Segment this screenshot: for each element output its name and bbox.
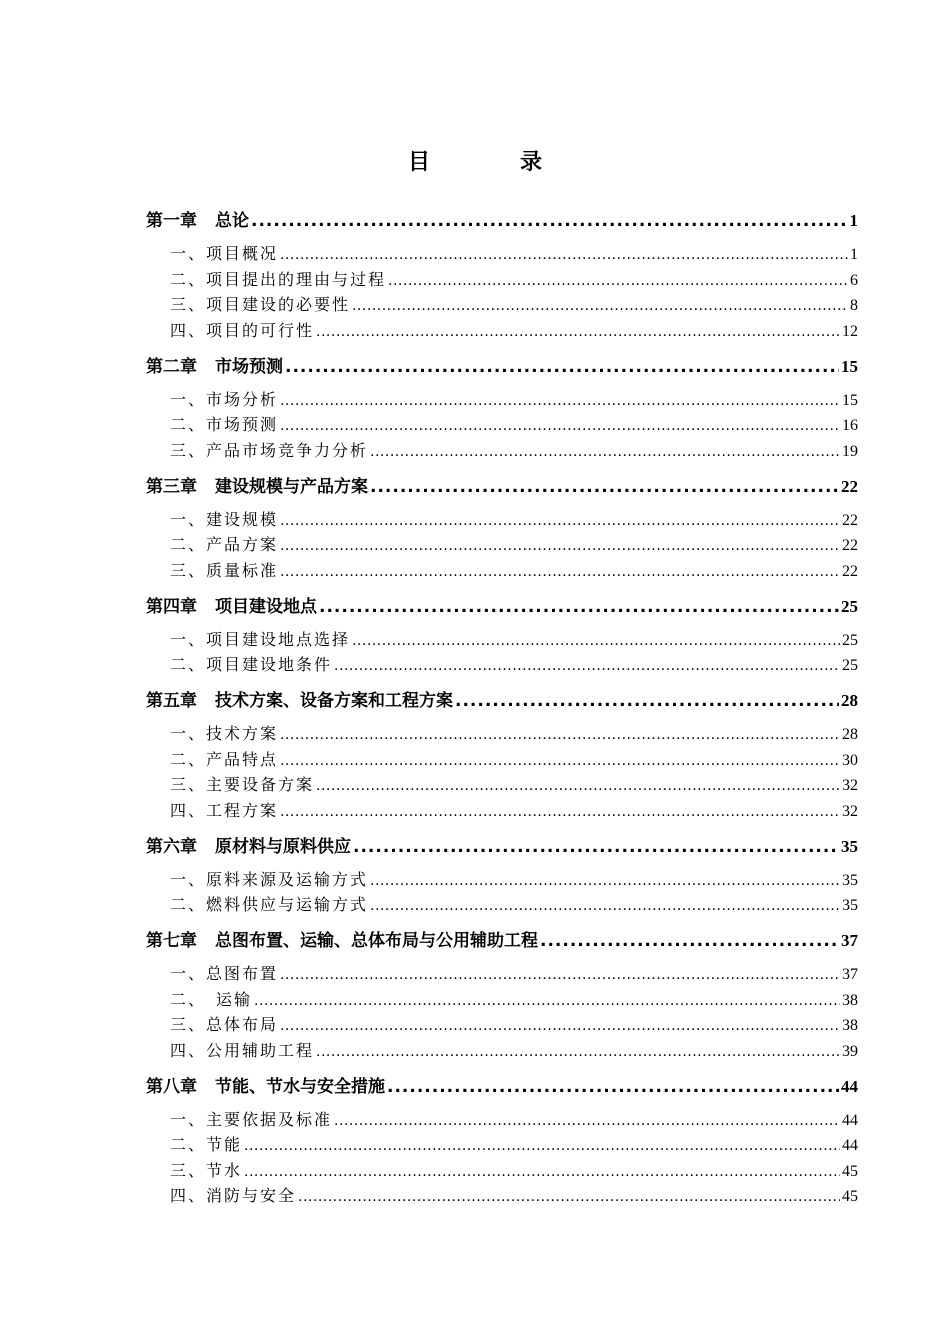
chapter-page-number: 22	[841, 476, 858, 496]
section-page-number: 22	[842, 511, 858, 529]
dot-leader	[370, 894, 840, 920]
section-label: 三、节水	[170, 1160, 243, 1180]
chapter-title: 技术方案、设备方案和工程方案	[215, 691, 453, 711]
chapter-number: 第五章	[146, 691, 197, 711]
toc-section-entry[interactable]	[146, 507, 858, 533]
toc-chapter-entry[interactable]	[146, 206, 858, 241]
toc-section-entry[interactable]	[146, 1183, 858, 1217]
toc-section-entry[interactable]	[146, 1158, 858, 1184]
dot-leader	[352, 629, 840, 655]
chapter-page-number: 15	[841, 356, 858, 376]
toc-section-entry[interactable]	[146, 438, 858, 472]
dot-leader	[352, 294, 848, 320]
chapter-number: 第二章	[146, 356, 197, 377]
section-label: 二、市场预测	[170, 415, 279, 434]
dot-leader	[280, 1014, 840, 1040]
section-label: 三、项目建设的必要性	[170, 295, 351, 314]
toc-section-entry[interactable]	[146, 558, 858, 592]
section-label: 一、项目概况	[170, 244, 279, 263]
section-page-number: 6	[850, 271, 858, 289]
chapter-title: 项目建设地点	[215, 596, 317, 617]
chapter-label	[146, 592, 317, 622]
toc-section-entry[interactable]	[146, 747, 858, 773]
section-label: 三、总体布局	[170, 1015, 279, 1034]
chapter-title: 原材料与原料供应	[215, 836, 351, 857]
section-page-number: 32	[842, 802, 858, 820]
section-label: 二、 运输	[170, 989, 253, 1009]
chapter-title: 市场预测	[215, 356, 283, 377]
chapter-label	[146, 352, 283, 382]
section-page-number: 32	[842, 777, 858, 794]
toc-section-entry[interactable]	[146, 652, 858, 686]
dot-leader	[280, 243, 848, 269]
section-page-number: 25	[842, 657, 858, 674]
toc-section-entry[interactable]	[146, 1132, 858, 1158]
dot-leader	[280, 560, 840, 586]
toc-section-entry[interactable]	[146, 987, 858, 1013]
dot-leader	[370, 440, 840, 466]
toc-section-entry[interactable]	[146, 798, 858, 832]
section-page-number: 19	[842, 442, 858, 460]
section-page-number: 45	[842, 1162, 858, 1180]
toc-section-entry[interactable]	[146, 318, 858, 352]
chapter-page-number: 35	[841, 836, 858, 856]
section-label: 二、项目建设地条件	[170, 655, 333, 674]
dot-leader	[244, 1160, 840, 1186]
chapter-title: 节能、节水与安全措施	[215, 1076, 385, 1097]
dot-leader	[455, 686, 839, 716]
dot-leader	[370, 869, 840, 895]
section-label: 三、产品市场竞争力分析	[170, 440, 369, 460]
dot-leader	[334, 654, 840, 680]
dot-leader	[254, 989, 840, 1015]
section-page-number: 39	[842, 1042, 858, 1060]
chapter-title: 总图布置、运输、总体布局与公用辅助工程	[215, 931, 538, 951]
dot-leader	[334, 1109, 840, 1135]
dot-leader	[244, 1134, 840, 1160]
toc-section-entry[interactable]	[146, 892, 858, 926]
toc-chapter-entry[interactable]	[146, 686, 858, 721]
section-page-number: 38	[842, 1017, 858, 1034]
section-page-number: 45	[842, 1188, 858, 1205]
toc-section-entry[interactable]	[146, 267, 858, 293]
table-of-contents	[146, 206, 858, 1217]
section-label: 二、产品方案	[170, 535, 279, 554]
toc-chapter-entry[interactable]	[146, 352, 858, 387]
section-page-number: 44	[842, 1111, 858, 1129]
dot-leader	[316, 774, 840, 800]
dot-leader	[387, 1072, 839, 1102]
toc-section-entry[interactable]	[146, 241, 858, 267]
dot-leader	[298, 1185, 840, 1211]
dot-leader	[280, 414, 840, 440]
section-page-number: 1	[850, 246, 858, 263]
toc-section-entry[interactable]	[146, 292, 858, 318]
section-page-number: 22	[842, 562, 858, 580]
section-label: 四、工程方案	[170, 800, 279, 820]
section-label: 三、质量标准	[170, 560, 279, 580]
toc-chapter-entry[interactable]	[146, 832, 858, 867]
section-label: 二、产品特点	[170, 749, 279, 769]
dot-leader	[280, 509, 840, 535]
section-label: 一、市场分析	[170, 389, 279, 409]
chapter-number: 第六章	[146, 836, 197, 857]
section-page-number: 37	[842, 966, 858, 983]
section-page-number: 35	[842, 897, 858, 914]
section-label: 四、公用辅助工程	[170, 1040, 315, 1060]
chapter-page-number: 28	[841, 691, 858, 710]
dot-leader	[280, 389, 840, 415]
chapter-page-number: 37	[841, 931, 858, 950]
chapter-number: 第一章	[146, 211, 197, 231]
toc-title: 目 录	[407, 150, 576, 175]
section-page-number: 12	[842, 322, 858, 340]
toc-section-entry[interactable]	[146, 627, 858, 653]
section-label: 二、燃料供应与运输方式	[170, 895, 369, 914]
dot-leader	[353, 832, 839, 862]
chapter-page-number: 1	[849, 211, 858, 230]
section-label: 一、技术方案	[170, 724, 279, 743]
section-label: 一、项目建设地点选择	[170, 629, 351, 649]
section-page-number: 22	[842, 537, 858, 554]
chapter-title: 建设规模与产品方案	[215, 476, 368, 497]
section-page-number: 44	[842, 1137, 858, 1154]
toc-section-entry[interactable]	[146, 1107, 858, 1133]
chapter-label	[146, 1072, 385, 1102]
section-label: 一、建设规模	[170, 509, 279, 529]
chapter-label	[146, 832, 351, 862]
chapter-page-number: 44	[841, 1076, 858, 1096]
dot-leader	[280, 749, 840, 775]
section-label: 一、主要依据及标准	[170, 1109, 333, 1129]
toc-section-entry[interactable]	[146, 1012, 858, 1038]
section-page-number: 8	[850, 297, 858, 314]
dot-leader	[540, 926, 839, 956]
toc-section-entry[interactable]	[146, 961, 858, 987]
section-page-number: 15	[842, 391, 858, 409]
toc-section-entry[interactable]	[146, 387, 858, 413]
dot-leader	[316, 1040, 840, 1066]
dot-leader	[316, 320, 840, 346]
section-page-number: 35	[842, 871, 858, 889]
chapter-page-number: 25	[841, 596, 858, 616]
toc-section-entry[interactable]	[146, 532, 858, 558]
section-page-number: 30	[842, 751, 858, 769]
dot-leader	[319, 592, 839, 622]
chapter-number: 第四章	[146, 596, 197, 617]
toc-chapter-entry[interactable]	[146, 1072, 858, 1107]
chapter-number: 第八章	[146, 1076, 197, 1097]
dot-leader	[251, 206, 848, 236]
section-label: 三、主要设备方案	[170, 775, 315, 794]
section-label: 四、项目的可行性	[170, 320, 315, 340]
chapter-label	[146, 686, 453, 716]
dot-leader	[285, 352, 839, 382]
section-label: 二、节能	[170, 1135, 243, 1154]
toc-section-entry[interactable]	[146, 721, 858, 747]
chapter-label	[146, 926, 538, 956]
dot-leader	[388, 269, 848, 295]
dot-leader	[370, 472, 839, 502]
section-page-number: 28	[842, 726, 858, 743]
chapter-title: 总论	[215, 211, 249, 231]
section-page-number: 38	[842, 991, 858, 1009]
toc-section-entry[interactable]	[146, 772, 858, 798]
section-label: 二、项目提出的理由与过程	[170, 269, 387, 289]
chapter-label	[146, 472, 368, 502]
section-label: 四、消防与安全	[170, 1186, 297, 1205]
chapter-label	[146, 206, 249, 236]
toc-chapter-entry[interactable]	[146, 926, 858, 961]
dot-leader	[280, 534, 840, 560]
dot-leader	[280, 963, 840, 989]
chapter-number: 第七章	[146, 931, 197, 951]
section-page-number: 16	[842, 417, 858, 434]
toc-section-entry[interactable]	[146, 867, 858, 893]
toc-chapter-entry[interactable]	[146, 472, 858, 507]
toc-section-entry[interactable]	[146, 1038, 858, 1072]
toc-section-entry[interactable]	[146, 412, 858, 438]
chapter-number: 第三章	[146, 476, 197, 497]
section-page-number: 25	[842, 631, 858, 649]
dot-leader	[280, 723, 840, 749]
section-label: 一、总图布置	[170, 964, 279, 983]
toc-chapter-entry[interactable]	[146, 592, 858, 627]
dot-leader	[280, 800, 840, 826]
section-label: 一、原料来源及运输方式	[170, 869, 369, 889]
